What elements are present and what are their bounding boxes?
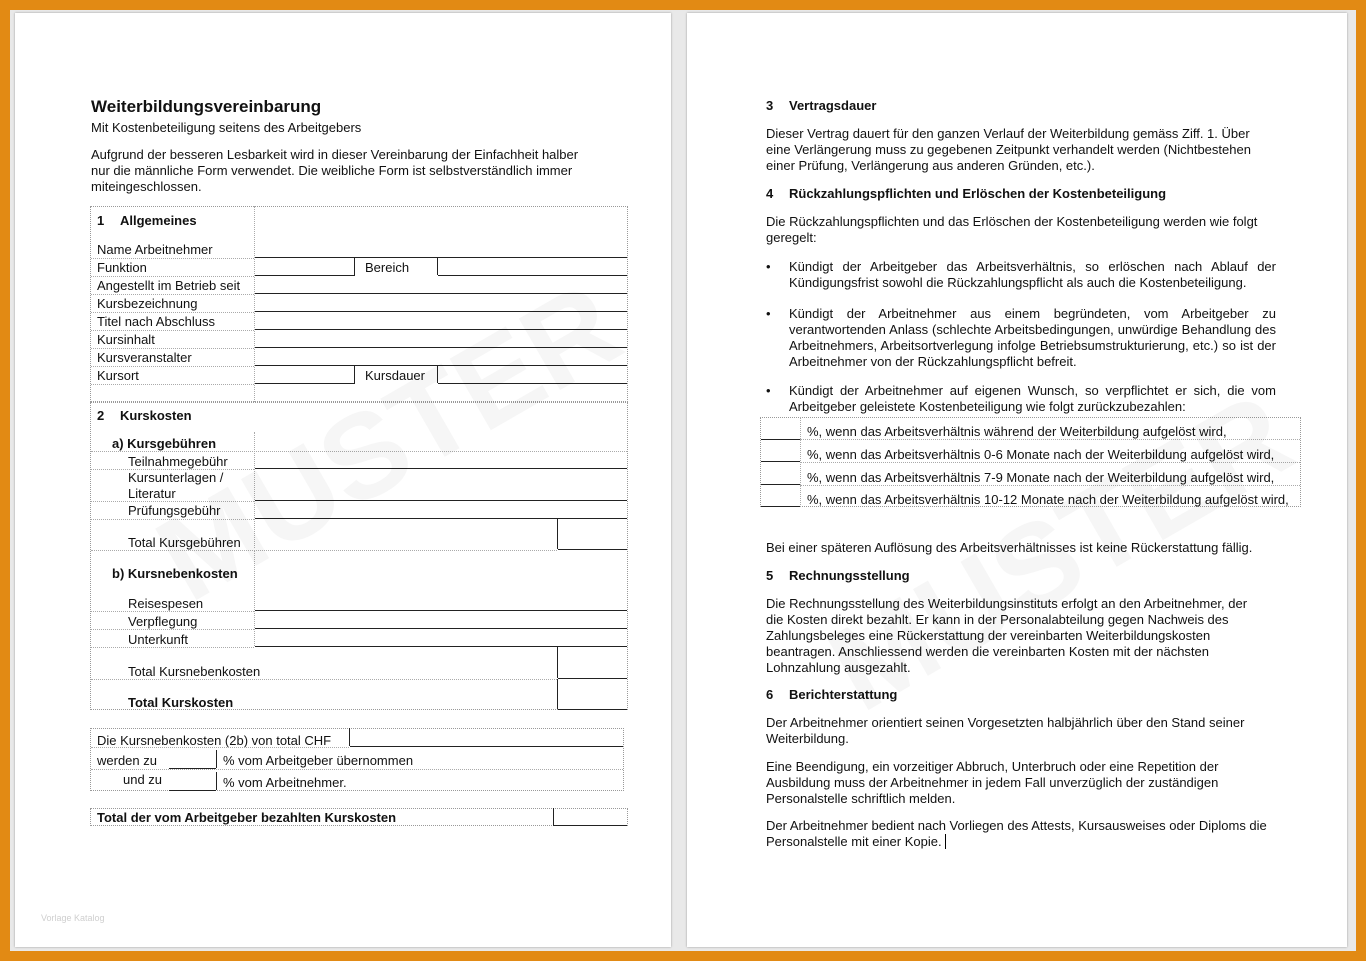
input-teilnahmegebuehr[interactable] (255, 468, 627, 469)
section-6-paragraph-3-text: Der Arbeitnehmer bedient nach Vorliegen des Attests, Kursausweises oder Diploms die Personalstelle mit einer Kopie. (766, 818, 1267, 849)
input-total-arbeitgeber[interactable] (554, 825, 627, 826)
page-1 (15, 13, 671, 947)
input-bereich[interactable] (438, 275, 627, 276)
section-4-text: Die Rückzahlungspflichten und das Erlöschen der Kostenbeteiligung werden wie folgt geregelt: (766, 214, 1258, 245)
section-1-title: Allgemeines (120, 213, 197, 228)
label-name-arbeitnehmer: Name Arbeitnehmer (97, 242, 213, 257)
repayment-row-3-text: %, wenn das Arbeitsverhältnis 7-9 Monate nach der Weiterbildung aufgelöst wird, (807, 470, 1275, 485)
bullet-2-text: Kündigt der Arbeitnehmer aus einem begründeten, vom Arbeitgeber zu verantwortenden Anlass (schlechte Arbeitsbedingungen, unwürdige Behandlung des Arbeitnehmers, Arbeitsortverlegung infolge Betriebsumstrukturierung, etc.) so ist der Arbeitnehmer von der Rückzahlungspflicht befreit. (789, 306, 1276, 369)
input-nebenkosten-total-chf[interactable] (350, 746, 623, 747)
repayment-row-1-input[interactable] (761, 439, 800, 440)
input-kursbezeichnung[interactable] (255, 311, 627, 312)
section-4-number: 4 (766, 186, 774, 201)
input-pruefungsgebuehr[interactable] (255, 518, 627, 519)
input-reisespesen[interactable] (255, 610, 627, 611)
bullet-3-text: Kündigt der Arbeitnehmer auf eigenen Wunsch, so verpflichtet er sich, die vom Arbeitgeber geleistete Kostenbeteiligung wie folgt zurückzubezahlen: (789, 383, 1276, 414)
input-angestellt-seit[interactable] (255, 293, 627, 294)
input-funktion[interactable] (255, 275, 355, 276)
section-4-after-text: Bei einer späteren Auflösung des Arbeitsverhältnisses ist keine Rückerstattung fällig. (766, 540, 1253, 555)
section-4-title: Rückzahlungspflichten und Erlöschen der Kostenbeteiligung (789, 186, 1167, 201)
section-6-number: 6 (766, 687, 774, 702)
text-cursor (945, 834, 946, 849)
label-werden-zu: werden zu (97, 753, 157, 768)
label-bereich: Bereich (365, 260, 410, 275)
repayment-row-2-input[interactable] (761, 461, 800, 462)
input-kursveranstalter[interactable] (255, 365, 627, 366)
input-total-kurskosten[interactable] (558, 709, 627, 710)
subsection-kursnebenkosten: b) Kursnebenkosten (112, 566, 238, 581)
input-kursdauer[interactable] (438, 383, 627, 384)
bullet-2-marker: • (766, 306, 771, 321)
document-title: Weiterbildungsvereinbarung (91, 97, 322, 116)
section-3-title: Vertragsdauer (789, 98, 877, 113)
section-6-paragraph-3[interactable] (766, 818, 1276, 850)
label-kursinhalt: Kursinhalt (97, 332, 155, 347)
section-5-title: Rechnungsstellung (789, 568, 910, 583)
input-total-kursgebuehren[interactable] (558, 549, 627, 550)
repayment-row-1-text: %, wenn das Arbeitsverhältnis während der Weiterbildung aufgelöst wird, (807, 424, 1227, 439)
section-3-number: 3 (766, 98, 774, 113)
intro-paragraph: Aufgrund der besseren Lesbarkeit wird in dieser Vereinbarung der Einfachheit halber nur die männliche Form verwendet. Die weibliche Form ist selbstverständlich immer miteingeschlossen. (91, 147, 579, 194)
input-kursort[interactable] (255, 383, 355, 384)
repayment-row-4-text: %, wenn das Arbeitsverhältnis 10-12 Monate nach der Weiterbildung aufgelöst wird, (807, 492, 1289, 507)
label-angestellt-seit: Angestellt im Betrieb seit (97, 278, 241, 293)
label-und-zu: und zu (123, 772, 163, 787)
section-2-number: 2 (97, 408, 105, 423)
input-prozent-arbeitnehmer[interactable] (169, 790, 216, 791)
label-kursunterlagen: Kursunterlagen / (128, 470, 224, 485)
label-total-kurskosten: Total Kurskosten (128, 695, 234, 710)
section-2-title: Kurskosten (120, 408, 192, 423)
label-funktion: Funktion (97, 260, 147, 275)
section-6-paragraph-1: Der Arbeitnehmer orientiert seinen Vorgesetzten halbjährlich über den Stand seiner Weiterbildung. (766, 715, 1245, 746)
repayment-row-3-input[interactable] (761, 484, 800, 485)
bullet-1-marker: • (766, 259, 771, 274)
label-pruefungsgebuehr: Prüfungsgebühr (128, 503, 221, 518)
input-unterkunft[interactable] (255, 646, 627, 647)
input-total-kursnebenkosten[interactable] (558, 678, 627, 679)
input-kursinhalt[interactable] (255, 347, 627, 348)
footer-watermark-text: Vorlage Katalog (41, 913, 105, 923)
label-titel-nach-abschluss: Titel nach Abschluss (97, 314, 216, 329)
bullet-1-text: Kündigt der Arbeitgeber das Arbeitsverhältnis, so erlöschen nach Ablauf der Kündigungsfrist sowohl die Rückzahlungspflicht als auch die Kostenbeteiligung. (789, 259, 1276, 290)
label-literatur: Literatur (128, 486, 176, 501)
repayment-row-2-text: %, wenn das Arbeitsverhältnis 0-6 Monate nach der Weiterbildung aufgelöst wird, (807, 447, 1275, 462)
label-unterkunft: Unterkunft (128, 632, 188, 647)
repayment-row-4-input[interactable] (761, 506, 800, 507)
label-prozent-arbeitgeber: % vom Arbeitgeber übernommen (223, 753, 414, 768)
label-kursort: Kursort (97, 368, 139, 383)
page-2 (687, 13, 1347, 947)
input-verpflegung[interactable] (255, 628, 627, 629)
subsection-kursgebuehren: a) Kursgebühren (112, 436, 217, 451)
section-1-number: 1 (97, 213, 105, 228)
label-verpflegung: Verpflegung (128, 614, 198, 629)
label-total-arbeitgeber: Total der vom Arbeitgeber bezahlten Kurskosten (97, 810, 397, 825)
label-prozent-arbeitnehmer: % vom Arbeitnehmer. (223, 775, 347, 790)
input-kursunterlagen[interactable] (255, 500, 627, 501)
document-workspace (10, 10, 1356, 951)
section-6-title: Berichterstattung (789, 687, 898, 702)
section-5-text: Die Rechnungsstellung des Weiterbildungsinstituts erfolgt an den Arbeitnehmer, der die Kosten direkt bezahlt. Er kann in der Personalabteilung gegen Nachweis des Zahlungsbeleges eine Rückerstattung der vereinbarten Weiterbildungskosten beantragen. Anschliessend werden die vereinbarten Kosten mit der nächsten Lohnzahlung ausgezahlt. (766, 596, 1248, 675)
label-reisespesen: Reisespesen (128, 596, 204, 611)
input-name-arbeitnehmer[interactable] (255, 257, 627, 258)
label-kursveranstalter: Kursveranstalter (97, 350, 192, 365)
label-kursdauer: Kursdauer (365, 368, 425, 383)
input-titel-nach-abschluss[interactable] (255, 329, 627, 330)
label-total-kursnebenkosten: Total Kursnebenkosten (128, 664, 261, 679)
label-nebenkosten-total-chf: Die Kursnebenkosten (2b) von total CHF (97, 733, 332, 748)
document-subtitle: Mit Kostenbeteiligung seitens des Arbeitgebers (91, 120, 362, 135)
section-5-number: 5 (766, 568, 774, 583)
section-6-paragraph-2: Eine Beendigung, ein vorzeitiger Abbruch, Unterbruch oder eine Repetition der Ausbildung muss der Arbeitnehmer in jedem Fall unverzüglich der zuständigen Personalstelle schriftlich melden. (766, 759, 1219, 806)
label-total-kursgebuehren: Total Kursgebühren (128, 535, 241, 550)
label-kursbezeichnung: Kursbezeichnung (97, 296, 198, 311)
section-3-text: Dieser Vertrag dauert für den ganzen Verlauf der Weiterbildung gemäss Ziff. 1. Über eine Verlängerung muss zu gegebenen Zeitpunkt verhandelt werden (Nichtbestehen einer Prüfung, Verlängerung aus anderen Gründen, etc.). (766, 126, 1251, 173)
label-teilnahmegebuehr: Teilnahmegebühr (128, 454, 228, 469)
bullet-3-marker: • (766, 383, 771, 398)
